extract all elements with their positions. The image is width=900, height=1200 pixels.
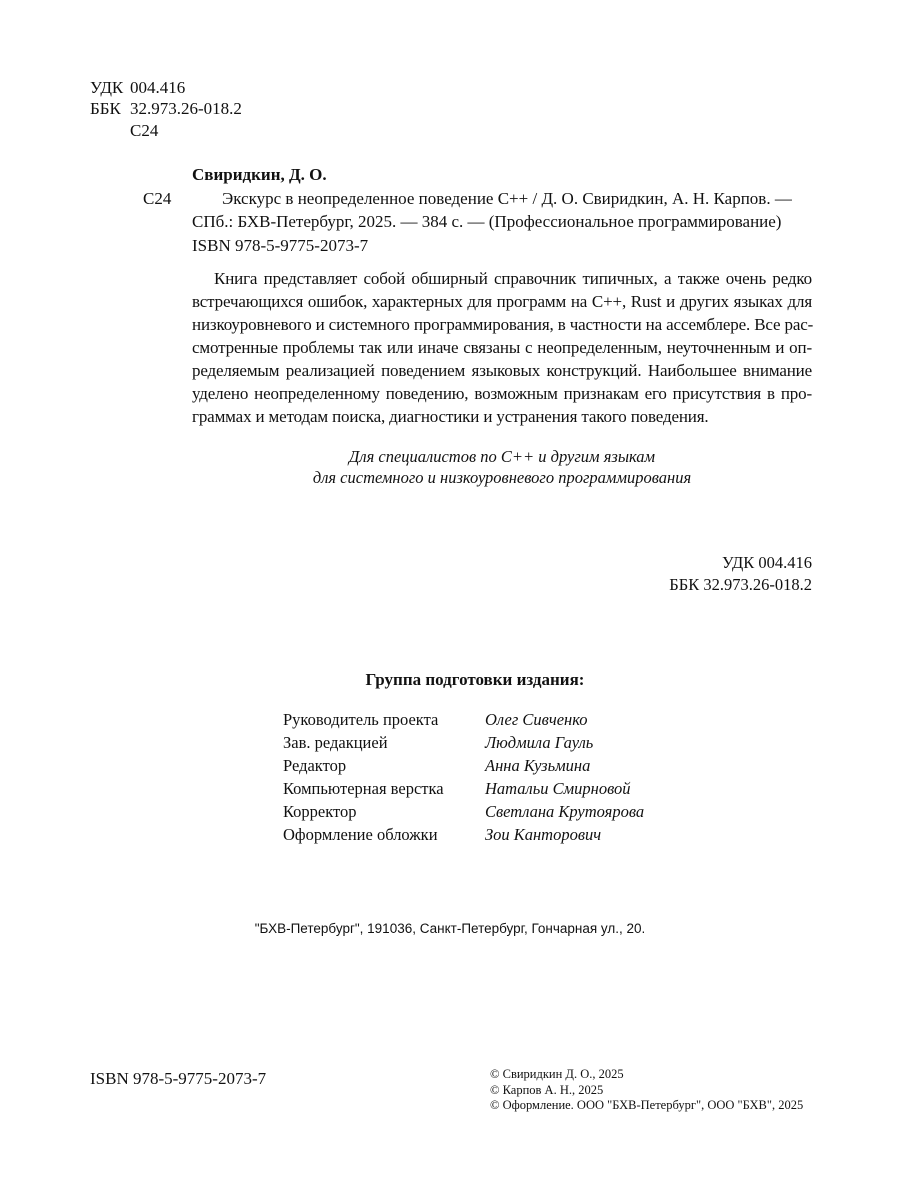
udk-value: 004.416 [130, 78, 186, 97]
annotation-line: смотренные проблемы так или иначе связаны с неопределенным, неуточненным и оп- [192, 338, 812, 357]
udk-right: УДК 004.416 [721, 553, 812, 572]
annotation-line: ределяемым реализацией поведением языковых конструкций. Наибольшее внимание [192, 361, 812, 380]
copyright-line: © Карпов А. Н., 2025 [490, 1082, 604, 1097]
bbk-label: ББК [90, 99, 121, 118]
staff-row [283, 823, 644, 846]
staff-role: Зав. редакцией [283, 733, 388, 752]
biblio-isbn: ISBN 978-5-9775-2073-7 [192, 236, 369, 255]
staff-name: Олег Сивченко [485, 710, 588, 729]
annotation-line: низкоуровневого и системного программирования, в частности на ассемблере. Все рас- [192, 315, 814, 334]
bbk-right: ББК 32.973.26-018.2 [669, 575, 812, 594]
biblio-mark: С24 [143, 189, 172, 208]
annotation-line: встречающихся ошибок, характерных для программ на C++, Rust и других языках для [192, 292, 812, 311]
staff-row [283, 754, 644, 777]
copyright-line: © Свиридкин Д. О., 2025 [490, 1067, 624, 1081]
audience-line: для системного и низкоуровневого программирования [312, 468, 692, 487]
udk-label: УДК [90, 78, 124, 97]
staff-role: Корректор [283, 802, 357, 821]
biblio-line2: СПб.: БХВ-Петербург, 2025. — 384 с. — (Профессиональное программирование) [192, 212, 782, 231]
staff-name: Анна Кузьмина [485, 756, 591, 775]
bbk-value: 32.973.26-018.2 [130, 99, 242, 118]
publisher-address: "БХВ-Петербург", 191036, Санкт-Петербург, Гончарная ул., 20. [254, 921, 646, 936]
author-heading: Свиридкин, Д. О. [192, 165, 327, 184]
staff-name: Натальи Смирновой [485, 779, 631, 798]
staff-row [283, 777, 644, 800]
copyright-line: © Оформление. ООО "БХВ-Петербург", ООО "БХВ", 2025 [490, 1098, 804, 1112]
staff-list [283, 708, 644, 846]
audience-line: Для специалистов по C++ и другим языкам [348, 447, 656, 466]
staff-row [283, 708, 644, 731]
annotation-line: Книга представляет собой обширный справочник типичных, а также очень редко [214, 269, 812, 288]
biblio-line1: Экскурс в неопределенное поведение C++ / Д. О. Свиридкин, А. Н. Карпов. — [222, 189, 792, 208]
staff-role: Компьютерная верстка [283, 779, 444, 798]
staff-row [283, 800, 644, 823]
staff-name: Зои Канторович [485, 825, 602, 844]
copyright-block [490, 1067, 803, 1114]
isbn-bottom: ISBN 978-5-9775-2073-7 [90, 1069, 267, 1088]
staff-name: Светлана Крутоярова [485, 802, 645, 821]
staff-role: Руководитель проекта [283, 710, 439, 729]
staff-row [283, 731, 644, 754]
staff-role: Оформление обложки [283, 825, 438, 844]
staff-name: Людмила Гауль [485, 733, 594, 752]
group-title: Группа подготовки издания: [365, 670, 585, 689]
staff-role: Редактор [283, 756, 347, 775]
annotation-line: граммах и методам поиска, диагностики и устранения такого поведения. [192, 407, 709, 426]
annotation [192, 267, 812, 428]
author-mark: С24 [130, 121, 159, 140]
annotation-line: уделено неопределенному поведению, возможным признакам его присутствия в про- [192, 384, 812, 403]
